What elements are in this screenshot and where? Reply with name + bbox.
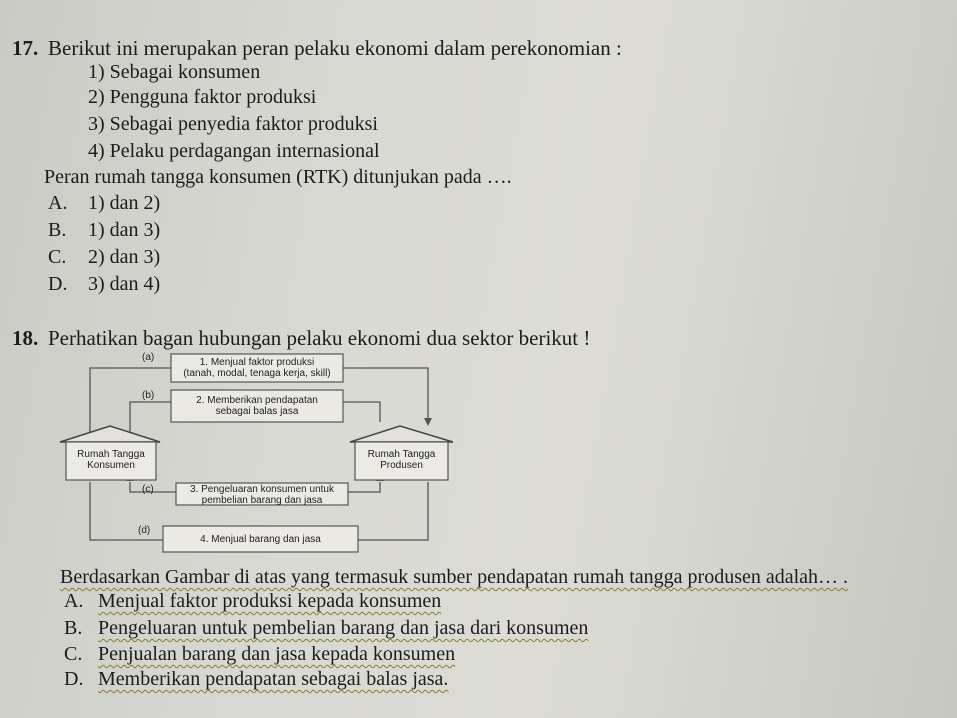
q17-item-4: 4) Pelaku perdagangan internasional — [88, 140, 380, 162]
box-4-text: 4. Menjual barang dan jasa — [200, 534, 321, 545]
flow-line-d-right — [358, 482, 428, 540]
option-text: Menjual faktor produksi kepada konsumen — [98, 590, 442, 612]
q17-item-2: 2) Pengguna faktor produksi — [88, 86, 317, 108]
flow-line-c-right — [348, 482, 380, 492]
box-2-text — [171, 395, 343, 417]
option-text: 2) dan 3) — [88, 246, 161, 268]
option-text: 1) dan 2) — [88, 192, 161, 214]
q17-option-d[interactable] — [48, 273, 160, 296]
label-c: (c) — [142, 484, 154, 495]
q17-title — [12, 36, 622, 61]
option-letter: A. — [64, 590, 84, 612]
rtk-label — [66, 449, 156, 471]
q17-stem: Berikut ini merupakan peran pelaku ekonomi dalam perekonomian : — [48, 36, 622, 60]
box-1-text — [171, 357, 343, 379]
rtp-label — [355, 449, 448, 471]
q17-option-b[interactable] — [48, 219, 160, 242]
box-2-line-2: sebagai balas jasa — [215, 406, 299, 417]
flow-line-b-right — [343, 402, 380, 422]
q18-question — [60, 566, 848, 589]
q17-number: 17. — [12, 36, 39, 60]
q18-number: 18. — [12, 326, 39, 350]
option-text: 1) dan 3) — [88, 219, 161, 241]
label-d: (d) — [138, 525, 151, 536]
q18-option-c[interactable] — [64, 643, 455, 666]
box-3-line-1: 3. Pengeluaran konsumen untuk — [190, 484, 334, 495]
q18-option-b[interactable] — [64, 617, 588, 640]
q17-item-1: 1) Sebagai konsumen — [88, 61, 261, 83]
box-1-line-1: 1. Menjual faktor produksi — [199, 357, 315, 368]
label-a: (a) — [142, 352, 155, 363]
rtp-roof — [350, 426, 453, 442]
box-1-line-2: (tanah, modal, tenaga kerja, skill) — [183, 368, 331, 379]
label-b: (b) — [142, 390, 155, 401]
rtp-line-1: Rumah Tangga — [367, 449, 436, 460]
option-letter: C. — [64, 643, 83, 665]
option-letter: C. — [48, 246, 67, 268]
rtp-line-2: Produsen — [380, 460, 423, 471]
option-text: Pengeluaran untuk pembelian barang dan jasa dari konsumen — [98, 617, 589, 639]
arrowhead-a — [424, 418, 432, 426]
option-letter: A. — [48, 192, 68, 214]
option-letter: B. — [48, 219, 67, 241]
rtk-roof — [60, 426, 160, 442]
q18-option-a[interactable] — [64, 590, 441, 613]
rtk-line-2: Konsumen — [87, 460, 135, 471]
q18-question-text: Berdasarkan Gambar di atas yang termasuk sumber pendapatan rumah tangga produsen adalah… . — [60, 566, 849, 588]
q18-title — [12, 326, 590, 351]
q18-option-d[interactable] — [64, 668, 448, 691]
option-text: Penjualan barang dan jasa kepada konsumen — [98, 643, 456, 665]
flow-line-a-right — [343, 368, 428, 422]
box-3-text — [176, 484, 348, 506]
option-letter: D. — [48, 273, 68, 295]
circular-flow-diagram — [58, 350, 478, 555]
q17-item-3: 3) Sebagai penyedia faktor produksi — [88, 113, 378, 135]
option-text: Memberikan pendapatan sebagai balas jasa. — [98, 668, 449, 690]
box-3-line-2: pembelian barang dan jasa — [201, 495, 323, 506]
q17-question: Peran rumah tangga konsumen (RTK) ditunjukan pada …. — [44, 166, 512, 188]
q17-option-c[interactable] — [48, 246, 160, 269]
q18-stem: Perhatikan bagan hubungan pelaku ekonomi dua sektor berikut ! — [48, 326, 591, 350]
box-2-line-1: 2. Memberikan pendapatan — [196, 395, 318, 406]
flow-line-b-left — [130, 402, 171, 435]
q17-option-a[interactable] — [48, 192, 160, 215]
option-text: 3) dan 4) — [88, 273, 161, 295]
option-letter: B. — [64, 617, 83, 639]
option-letter: D. — [64, 668, 84, 690]
rtk-line-1: Rumah Tangga — [77, 449, 145, 460]
